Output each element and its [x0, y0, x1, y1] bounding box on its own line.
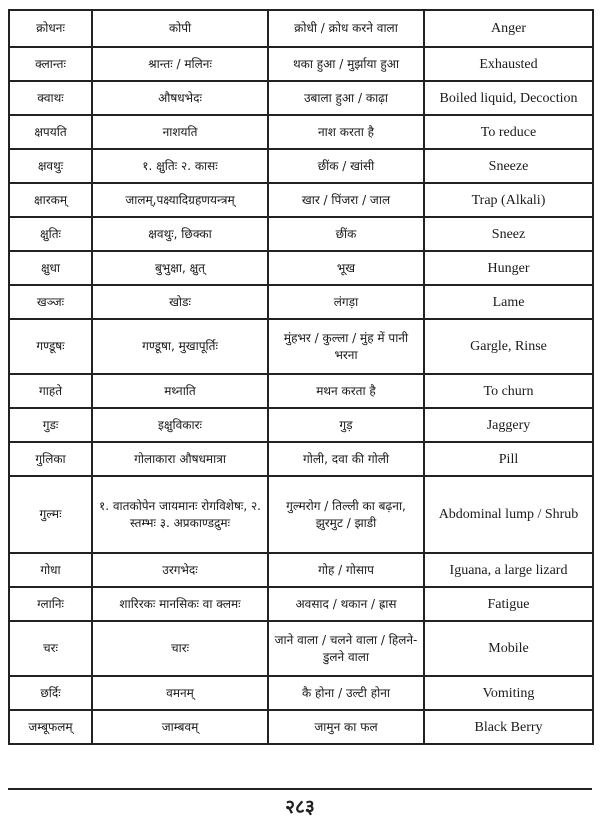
- hindi-meaning: गोह / गोसाप: [268, 553, 424, 587]
- english-meaning: Mobile: [424, 621, 593, 676]
- hindi-meaning: जामुन का फल: [268, 710, 424, 744]
- sanskrit-word: गण्डूषः: [9, 319, 92, 374]
- sanskrit-word: क्वाथः: [9, 81, 92, 115]
- sanskrit-synonym: १. वातकोपेन जायमानः रोगविशेषः, २. स्तम्भः ३. अप्रकाण्डद्रुमः: [92, 476, 268, 553]
- english-meaning: Exhausted: [424, 47, 593, 81]
- sanskrit-synonym: औषधभेदः: [92, 81, 268, 115]
- hindi-meaning: छींक / खांसी: [268, 149, 424, 183]
- english-meaning: Vomiting: [424, 676, 593, 710]
- table-row: [9, 251, 593, 285]
- sanskrit-synonym: मथ्नाति: [92, 374, 268, 408]
- sanskrit-synonym: वमनम्: [92, 676, 268, 710]
- hindi-meaning: मुंहभर / कुल्ला / मुंह में पानी भरना: [268, 319, 424, 374]
- sanskrit-word: जम्बूफलम्: [9, 710, 92, 744]
- sanskrit-synonym: जालम्,पक्ष्यादिग्रहणयन्त्रम्: [92, 183, 268, 217]
- sanskrit-synonym: गोलाकारा औषधमात्रा: [92, 442, 268, 476]
- sanskrit-synonym: उरगभेदः: [92, 553, 268, 587]
- hindi-meaning: मथन करता है: [268, 374, 424, 408]
- glossary-table: [8, 9, 594, 745]
- table-row: [9, 319, 593, 374]
- table-row: [9, 408, 593, 442]
- table-row: [9, 183, 593, 217]
- sanskrit-word: क्षुतिः: [9, 217, 92, 251]
- sanskrit-word: क्षारकम्: [9, 183, 92, 217]
- english-meaning: Fatigue: [424, 587, 593, 621]
- table-row: [9, 217, 593, 251]
- hindi-meaning: अवसाद / थकान / ह्रास: [268, 587, 424, 621]
- table-row: [9, 476, 593, 553]
- hindi-meaning: खार / पिंजरा / जाल: [268, 183, 424, 217]
- sanskrit-word: गुलिका: [9, 442, 92, 476]
- english-meaning: To churn: [424, 374, 593, 408]
- sanskrit-word: क्षवथुः: [9, 149, 92, 183]
- sanskrit-synonym: कोपी: [92, 10, 268, 47]
- sanskrit-word: क्षपयति: [9, 115, 92, 149]
- table-row: [9, 81, 593, 115]
- hindi-meaning: उबाला हुआ / काढ़ा: [268, 81, 424, 115]
- sanskrit-synonym: गण्डूषा, मुखापूर्तिः: [92, 319, 268, 374]
- table-row: [9, 710, 593, 744]
- english-meaning: Anger: [424, 10, 593, 47]
- table-row: [9, 47, 593, 81]
- sanskrit-synonym: क्षवथुः, छिक्का: [92, 217, 268, 251]
- sanskrit-word: क्लान्तः: [9, 47, 92, 81]
- sanskrit-synonym: शारिरकः मानसिकः वा क्लमः: [92, 587, 268, 621]
- table-row: [9, 442, 593, 476]
- table-row: [9, 374, 593, 408]
- sanskrit-synonym: बुभुक्षा, क्षुत्: [92, 251, 268, 285]
- sanskrit-word: क्षुधा: [9, 251, 92, 285]
- hindi-meaning: क्रोधी / क्रोध करने वाला: [268, 10, 424, 47]
- english-meaning: Hunger: [424, 251, 593, 285]
- sanskrit-word: छर्दिः: [9, 676, 92, 710]
- english-meaning: To reduce: [424, 115, 593, 149]
- table-row: [9, 553, 593, 587]
- english-meaning: Pill: [424, 442, 593, 476]
- english-meaning: Sneeze: [424, 149, 593, 183]
- sanskrit-word: क्रोधनः: [9, 10, 92, 47]
- sanskrit-word: खञ्जः: [9, 285, 92, 319]
- sanskrit-synonym: नाशयति: [92, 115, 268, 149]
- sanskrit-word: गुल्मः: [9, 476, 92, 553]
- sanskrit-synonym: श्रान्तः / मलिनः: [92, 47, 268, 81]
- sanskrit-synonym: जाम्बवम्: [92, 710, 268, 744]
- hindi-meaning: जाने वाला / चलने वाला / हिलने-डुलने वाला: [268, 621, 424, 676]
- page-number: २८३: [285, 796, 315, 818]
- hindi-meaning: लंगड़ा: [268, 285, 424, 319]
- sanskrit-synonym: चारः: [92, 621, 268, 676]
- table-row: [9, 115, 593, 149]
- hindi-meaning: छींक: [268, 217, 424, 251]
- hindi-meaning: गोली, दवा की गोली: [268, 442, 424, 476]
- table-row: [9, 149, 593, 183]
- sanskrit-word: गोधा: [9, 553, 92, 587]
- english-meaning: Gargle, Rinse: [424, 319, 593, 374]
- table-row: [9, 10, 593, 47]
- hindi-meaning: थका हुआ / मुर्झाया हुआ: [268, 47, 424, 81]
- footer-divider: [8, 788, 592, 790]
- table-row: [9, 621, 593, 676]
- table-row: [9, 285, 593, 319]
- sanskrit-synonym: १. क्षुतिः २. कासः: [92, 149, 268, 183]
- hindi-meaning: गुड़: [268, 408, 424, 442]
- hindi-meaning: गुल्मरोग / तिल्ली का बढ़ना, झुरमुट / झाडी: [268, 476, 424, 553]
- sanskrit-synonym: इक्षुविकारः: [92, 408, 268, 442]
- english-meaning: Trap (Alkali): [424, 183, 593, 217]
- english-meaning: Boiled liquid, Decoction: [424, 81, 593, 115]
- hindi-meaning: नाश करता है: [268, 115, 424, 149]
- table-row: [9, 587, 593, 621]
- english-meaning: Abdominal lump / Shrub: [424, 476, 593, 553]
- english-meaning: Iguana, a large lizard: [424, 553, 593, 587]
- sanskrit-word: ग्लानिः: [9, 587, 92, 621]
- english-meaning: Sneez: [424, 217, 593, 251]
- table-row: [9, 676, 593, 710]
- english-meaning: Lame: [424, 285, 593, 319]
- sanskrit-synonym: खोडः: [92, 285, 268, 319]
- sanskrit-word: गाहते: [9, 374, 92, 408]
- sanskrit-word: गुडः: [9, 408, 92, 442]
- hindi-meaning: कै होना / उल्टी होना: [268, 676, 424, 710]
- sanskrit-word: चरः: [9, 621, 92, 676]
- hindi-meaning: भूख: [268, 251, 424, 285]
- english-meaning: Jaggery: [424, 408, 593, 442]
- english-meaning: Black Berry: [424, 710, 593, 744]
